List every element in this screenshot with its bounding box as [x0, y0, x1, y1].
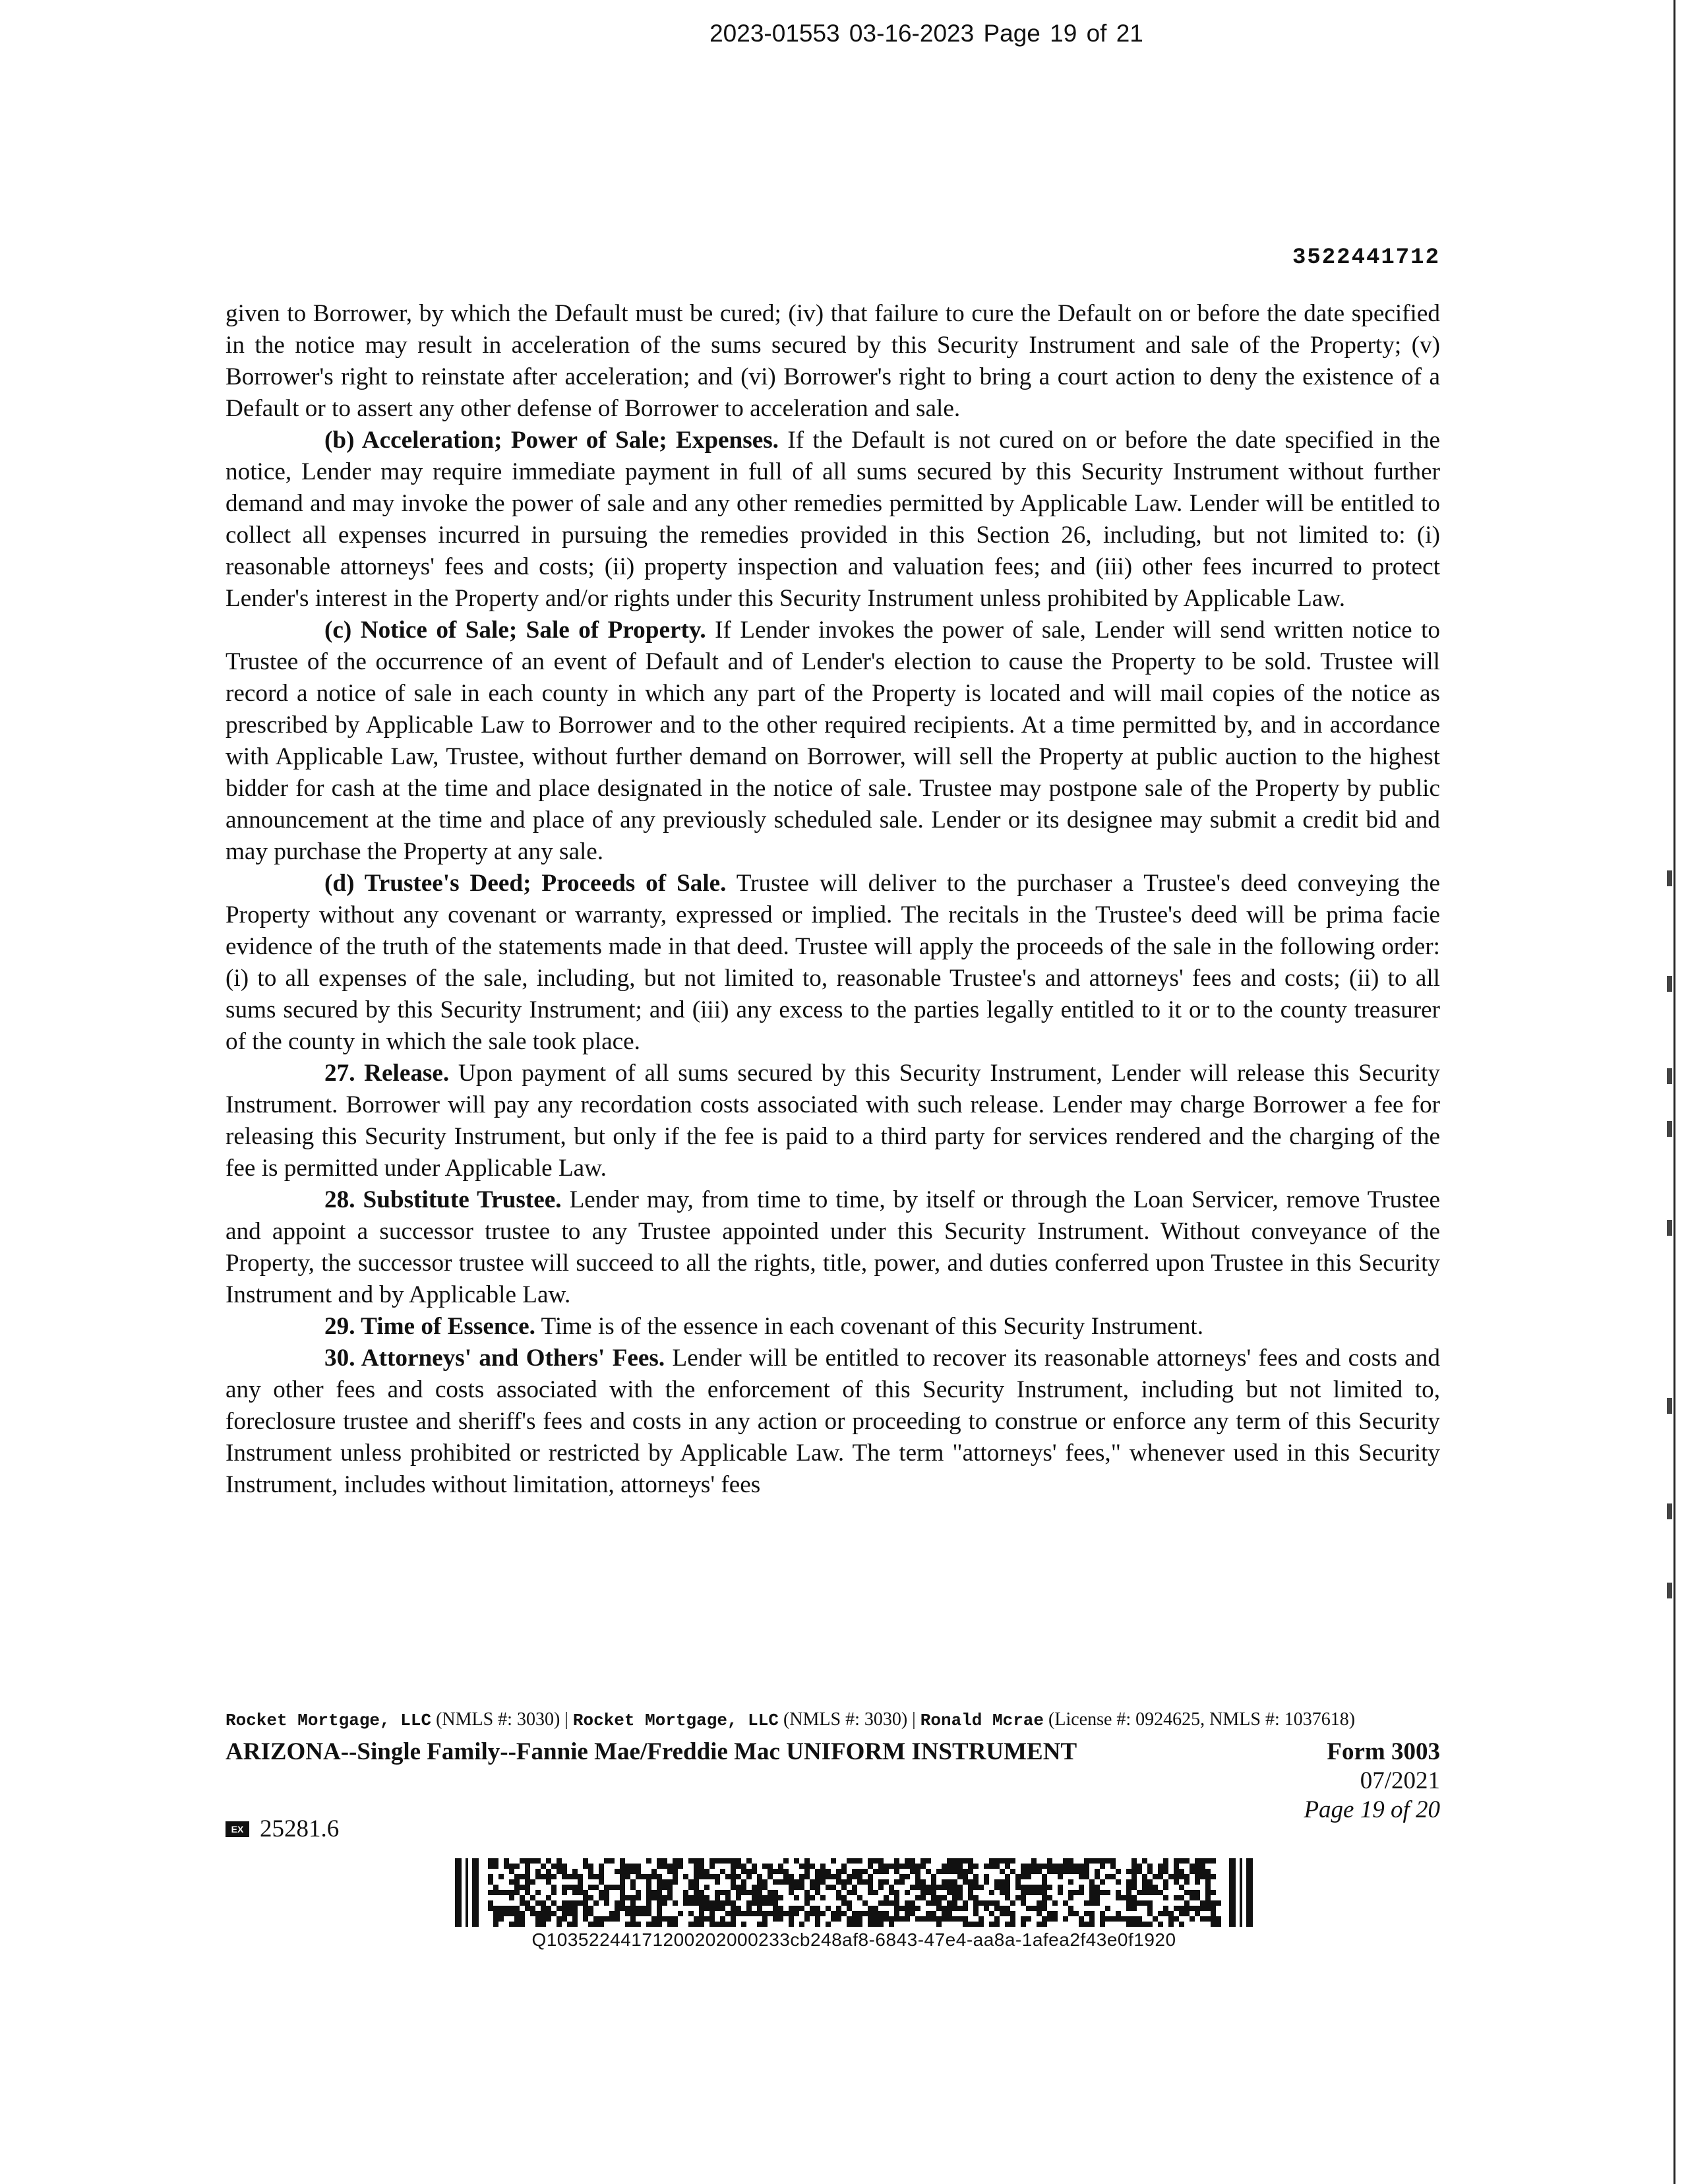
edge-scan-mark — [1667, 1220, 1672, 1236]
lender-nmls: (NMLS #: 3030) | — [778, 1709, 920, 1730]
lender-info — [226, 1708, 1440, 1732]
paragraph-text: If the Default is not cured on or before the date specified in the notice, Lender may require immediate payment in full of all sums secured by this Security Instrument without further demand and may invoke the power of sale and any other remedies permitted by Applicable Law. Lender will be entitled to collect all expenses incurred in pursuing the remedies provided in this Section 26, including, but not limited to: (i) reasonable attorneys' fees and costs; (ii) property inspection and valuation fees; and (iii) other fees incurred to protect Lender's interest in the Property and/or rights under this Security Instrument unless prohibited by Applicable Law. — [226, 427, 1440, 612]
barcode-text: Q10352244171200202000233cb248af8-6843-47e4-aa8a-1afea2f43e0f1920 — [531, 1929, 1176, 1950]
paragraph-heading: (d) Trustee's Deed; Proceeds of Sale. — [324, 870, 727, 897]
paragraph-release — [226, 1058, 1440, 1184]
paragraph-heading: (c) Notice of Sale; Sale of Property. — [324, 617, 706, 644]
paragraph-trustees-deed — [226, 868, 1440, 1058]
document-number: 3522441712 — [1292, 245, 1440, 270]
paragraph-text: If Lender invokes the power of sale, Lender will send written notice to Trustee of the occurrence of an event of Default and of Lender's election to cause the Property to be sold. Trustee will record a notice of sale in each county in which any part of the Property is located and will mail copies of the notice as prescribed by Applicable Law to Borrower and to the other required recipients. At a time permitted by, and in accordance with Applicable Law, Trustee, without further demand on Borrower, will sell the Property at public auction to the highest bidder for cash at the time and place designated in the notice of sale. Trustee may postpone sale of the Property by public announcement at the time and place of any previously scheduled sale. Lender or its designee may submit a credit bid and may purchase the Property at any sale. — [226, 617, 1440, 865]
form-date: 07/2021 — [1360, 1767, 1440, 1794]
instrument-title: ARIZONA--Single Family--Fannie Mae/Freddie Mac UNIFORM INSTRUMENT — [226, 1738, 1077, 1765]
paragraph-substitute-trustee — [226, 1184, 1440, 1311]
paragraph-attorneys-fees — [226, 1343, 1440, 1501]
reference-code: 25281.6 — [260, 1815, 340, 1842]
edge-scan-mark — [1667, 870, 1672, 886]
document-body — [226, 298, 1440, 1501]
reference-line — [226, 1815, 339, 1843]
paragraph-heading: (b) Acceleration; Power of Sale; Expenses. — [324, 427, 779, 454]
paragraph-acceleration — [226, 425, 1440, 615]
edge-scan-mark — [1667, 1068, 1672, 1084]
paragraph-text: Lender may, from time to time, by itself or through the Loan Servicer, remove Trustee and appoint a successor trustee to any Trustee appointed under this Security Instrument. Without conveyance of the Property, the successor trustee will succeed to all the rights, title, power, and duties conferred upon Trustee in this Security Instrument and by Applicable Law. — [226, 1186, 1440, 1308]
form-number: Form 3003 — [1327, 1738, 1440, 1765]
footer-title-row — [226, 1738, 1440, 1825]
lender-nmls: (NMLS #: 3030) | — [431, 1709, 573, 1730]
paragraph-text: Trustee will deliver to the purchaser a Trustee's deed conveying the Property without any covenant or warranty, expressed or implied. The recitals in the Trustee's deed will be prima facie evidence of the truth of the statements made in that deed. Trustee will apply the proceeds of the sale in the following order: (i) to all expenses of the sale, including, but not limited to, reasonable Trustee's and attorneys' fees and costs; (ii) to all sums secured by this Security Instrument; and (iii) any excess to the parties legally entitled to it or to the county treasurer of the county in which the sale took place. — [226, 870, 1441, 1055]
paragraph-heading: 29. Time of Essence. — [324, 1313, 535, 1340]
recording-header: 2023-01553 03-16-2023 Page 19 of 21 — [709, 20, 1143, 47]
lender-name: Rocket Mortgage, LLC — [572, 1711, 779, 1730]
page-edge-line — [1673, 0, 1675, 2184]
paragraph-heading: 27. Release. — [324, 1060, 450, 1087]
paragraph-heading: 28. Substitute Trustee. — [324, 1186, 562, 1213]
paragraph-text: Time is of the essence in each covenant of this Security Instrument. — [535, 1313, 1204, 1340]
paragraph-text: Upon payment of all sums secured by this Security Instrument, Lender will release this Security Instrument. Borrower will pay any recordation costs associated with such release. Lender may charge Borrower a fee for releasing this Security Instrument, but only if the fee is paid to a third party for services rendered and the charging of the fee is permitted under Applicable Law. — [226, 1060, 1440, 1182]
paragraph-text: given to Borrower, by which the Default must be cured; (iv) that failure to cure the Default on or before the date specified in the notice may result in acceleration of the sums secured by this Security Instrument and sale of the Property; (v) Borrower's right to reinstate after acceleration; and (vi) Borrower's right to bring a court action to deny the existence of a Default or to assert any other defense of Borrower to acceleration and sale. — [226, 300, 1440, 422]
paragraph-heading: 30. Attorneys' and Others' Fees. — [324, 1345, 665, 1372]
page-number: Page 19 of 20 — [1304, 1796, 1440, 1823]
edge-scan-mark — [1667, 1583, 1672, 1598]
edge-scan-mark — [1667, 976, 1672, 992]
lender-name: Rocket Mortgage, LLC — [226, 1711, 432, 1730]
edge-scan-mark — [1667, 1121, 1672, 1137]
loan-originator-name: Ronald Mcrae — [920, 1711, 1044, 1730]
paragraph-notice-of-sale — [226, 615, 1440, 868]
paragraph-default-notice — [226, 298, 1440, 425]
barcode-block — [455, 1858, 1253, 1951]
ex-badge-icon: EX — [226, 1821, 249, 1837]
paragraph-time-of-essence — [226, 1311, 1440, 1343]
barcode-image — [455, 1858, 1253, 1927]
edge-scan-mark — [1667, 1503, 1672, 1519]
paragraph-text: Lender will be entitled to recover its reasonable attorneys' fees and costs and any other fees and costs associated with the enforcement of this Security Instrument, including but not limited to, foreclosure trustee and sheriff's fees and costs in any action or proceeding to construe or enforce any term of this Security Instrument unless prohibited or restricted by Applicable Law. The term "attorneys' fees," whenever used in this Security Instrument, includes without limitation, attorneys' fees — [226, 1345, 1440, 1498]
document-footer — [226, 1708, 1440, 1825]
originator-license: (License #: 0924625, NMLS #: 1037618) — [1044, 1709, 1356, 1730]
edge-scan-mark — [1667, 1398, 1672, 1414]
form-info — [1304, 1738, 1440, 1825]
